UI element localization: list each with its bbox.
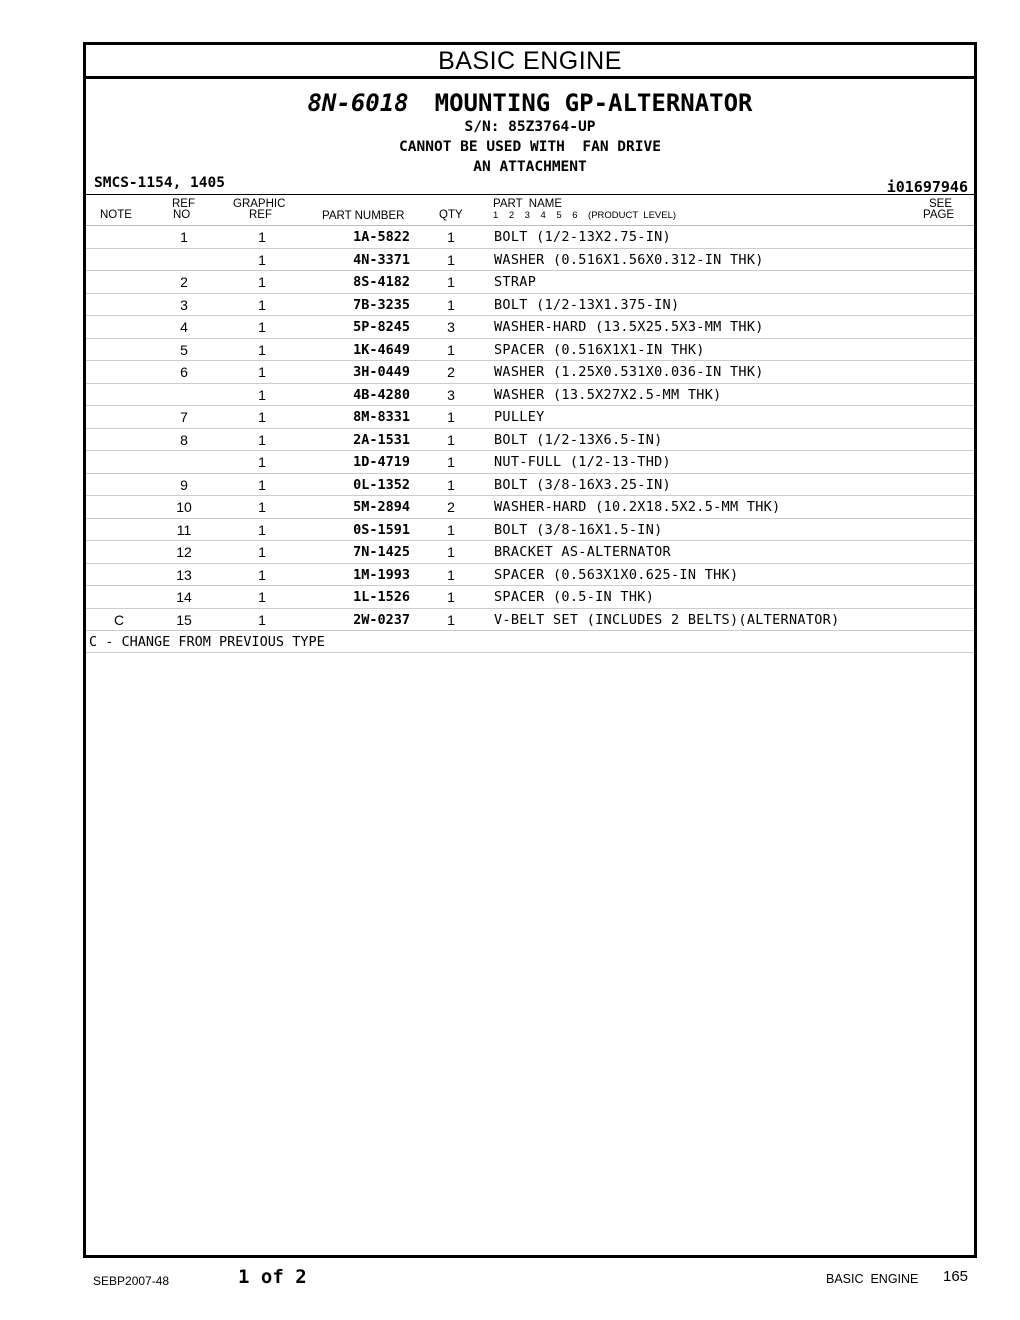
parts-page-frame [83,42,977,1258]
row-part-number: 2A-1531 [353,431,410,448]
row-graphic-ref: 1 [258,364,266,380]
col-see-bottom: PAGE [923,209,955,221]
row-graphic-ref: 1 [258,386,266,403]
parts-table-body [86,226,974,631]
row-ref-no: 10 [176,499,192,515]
row-graphic-ref: 1 [258,611,266,628]
row-part-name: STRAP [494,274,537,290]
row-ref-no: 5 [180,341,188,358]
smcs-code: SMCS-1154, 1405 [94,175,225,191]
row-graphic-ref: 1 [258,431,266,448]
col-product-level: 1 2 3 4 5 6 (PRODUCT LEVEL) [493,210,677,221]
row-part-number: 1K-4649 [353,341,410,358]
document-id: SEBP2007-48 [93,1274,170,1288]
row-graphic-ref: 1 [258,566,266,583]
table-row [86,541,974,564]
group-part-number: 8N-6018 [307,89,409,117]
row-part-name: NUT-FULL (1/2-13-THD) [494,454,671,470]
table-row [86,474,974,497]
row-graphic-ref: 1 [258,296,266,313]
row-part-number: 7N-1425 [353,544,410,560]
row-part-number: 1L-1526 [353,589,410,605]
row-part-number: 7B-3235 [353,296,410,313]
section-title: BASIC ENGINE [86,45,974,79]
table-row [86,406,974,429]
table-row [86,451,974,474]
usage-note-2: AN ATTACHMENT [473,159,587,175]
row-ref-no: 6 [180,364,188,380]
row-qty: 1 [447,296,455,313]
row-ref-no: 2 [180,274,188,290]
row-qty: 1 [447,229,455,245]
table-row [86,384,974,407]
row-graphic-ref: 1 [258,544,266,560]
table-row [86,361,974,384]
row-part-name: WASHER-HARD (13.5X25.5X3-MM THK) [494,319,764,335]
row-ref-no: 12 [176,544,192,560]
table-row [86,226,974,249]
row-graphic-ref: 1 [258,521,266,538]
row-part-number: 5P-8245 [353,319,410,335]
row-part-number: 4B-4280 [353,386,410,403]
row-part-name: SPACER (0.5-IN THK) [494,589,655,605]
row-part-name: BOLT (3/8-16X1.5-IN) [494,521,663,538]
row-part-number: 0L-1352 [353,476,410,493]
row-part-name: SPACER (0.563X1X0.625-IN THK) [494,566,739,583]
table-row [86,316,974,339]
row-qty: 1 [447,521,455,538]
row-part-number: 8S-4182 [353,274,410,290]
table-row [86,339,974,362]
col-ref-top: REF [172,198,195,210]
col-see-top: SEE [929,198,953,210]
group-name: MOUNTING GP-ALTERNATOR [434,89,753,117]
row-graphic-ref: 1 [258,499,266,515]
row-ref-no: 15 [176,611,192,628]
row-qty: 1 [447,251,455,268]
row-part-name: BOLT (3/8-16X3.25-IN) [494,476,671,493]
col-qty: QTY [439,209,463,221]
row-ref-no: 9 [180,476,188,493]
col-part-number: PART NUMBER [322,210,405,222]
col-note: NOTE [100,209,132,221]
row-part-name: PULLEY [494,409,545,425]
row-ref-no: 7 [180,409,188,425]
footer-section: BASIC ENGINE [826,1272,919,1286]
row-ref-no: 8 [180,431,188,448]
row-ref-no: 1 [180,229,188,245]
table-row [86,609,974,632]
serial-number: S/N: 85Z3764-UP [464,119,596,135]
table-row [86,564,974,587]
row-graphic-ref: 1 [258,454,266,470]
row-part-number: 0S-1591 [353,521,410,538]
row-qty: 1 [447,589,455,605]
page-number: 165 [943,1268,969,1285]
row-part-name: WASHER-HARD (10.2X18.5X2.5-MM THK) [494,499,781,515]
row-part-name: BOLT (1/2-13X6.5-IN) [494,431,663,448]
row-qty: 1 [447,476,455,493]
row-note: C [113,611,125,628]
row-qty: 1 [447,341,455,358]
row-graphic-ref: 1 [258,589,266,605]
row-graphic-ref: 1 [258,274,266,290]
row-part-name: V-BELT SET (INCLUDES 2 BELTS)(ALTERNATOR) [494,611,840,628]
row-qty: 1 [447,454,455,470]
col-part-name: PART NAME [493,198,563,210]
table-row [86,271,974,294]
table-row [86,249,974,272]
col-graphic-bottom: REF [249,209,272,221]
row-part-name: WASHER (0.516X1.56X0.312-IN THK) [494,251,764,268]
row-qty: 1 [447,544,455,560]
row-part-name: BRACKET AS-ALTERNATOR [494,544,671,560]
group-heading [86,79,974,194]
row-part-number: 1M-1993 [353,566,410,583]
row-part-number: 1D-4719 [353,454,410,470]
row-qty: 2 [447,499,455,515]
table-row [86,519,974,542]
row-qty: 3 [447,386,455,403]
row-qty: 1 [447,611,455,628]
table-row [86,586,974,609]
row-qty: 1 [447,274,455,290]
page-footer [0,1266,1020,1296]
row-graphic-ref: 1 [258,251,266,268]
table-row [86,429,974,452]
usage-note-1: CANNOT BE USED WITH FAN DRIVE [399,139,661,155]
table-header [86,194,974,226]
row-ref-no: 11 [176,521,192,538]
row-part-number: 3H-0449 [353,364,410,380]
row-graphic-ref: 1 [258,409,266,425]
row-part-name: BOLT (1/2-13X2.75-IN) [494,229,671,245]
group-title [86,89,974,117]
row-part-name: SPACER (0.516X1X1-IN THK) [494,341,705,358]
col-ref-bottom: NO [173,209,191,221]
row-qty: 1 [447,409,455,425]
row-ref-no: 14 [176,589,192,605]
row-qty: 3 [447,319,455,335]
row-qty: 1 [447,566,455,583]
row-ref-no: 13 [176,566,192,583]
row-qty: 1 [447,431,455,448]
col-graphic-top: GRAPHIC [233,198,286,210]
row-part-number: 1A-5822 [353,229,410,245]
row-part-name: WASHER (1.25X0.531X0.036-IN THK) [494,364,764,380]
row-part-number: 2W-0237 [353,611,410,628]
row-part-number: 8M-8331 [353,409,410,425]
row-part-number: 4N-3371 [353,251,410,268]
row-graphic-ref: 1 [258,476,266,493]
table-row [86,294,974,317]
row-graphic-ref: 1 [258,319,266,335]
page-of: 1 of 2 [238,1266,307,1288]
row-graphic-ref: 1 [258,229,266,245]
table-row [86,496,974,519]
row-ref-no: 4 [180,319,188,335]
row-qty: 2 [447,364,455,380]
row-part-number: 5M-2894 [353,499,410,515]
row-graphic-ref: 1 [258,341,266,358]
row-part-name: WASHER (13.5X27X2.5-MM THK) [494,386,722,403]
footnote: C - CHANGE FROM PREVIOUS TYPE [86,631,974,653]
row-part-name: BOLT (1/2-13X1.375-IN) [494,296,680,313]
row-ref-no: 3 [180,296,188,313]
illustration-id: i01697946 [886,178,968,196]
